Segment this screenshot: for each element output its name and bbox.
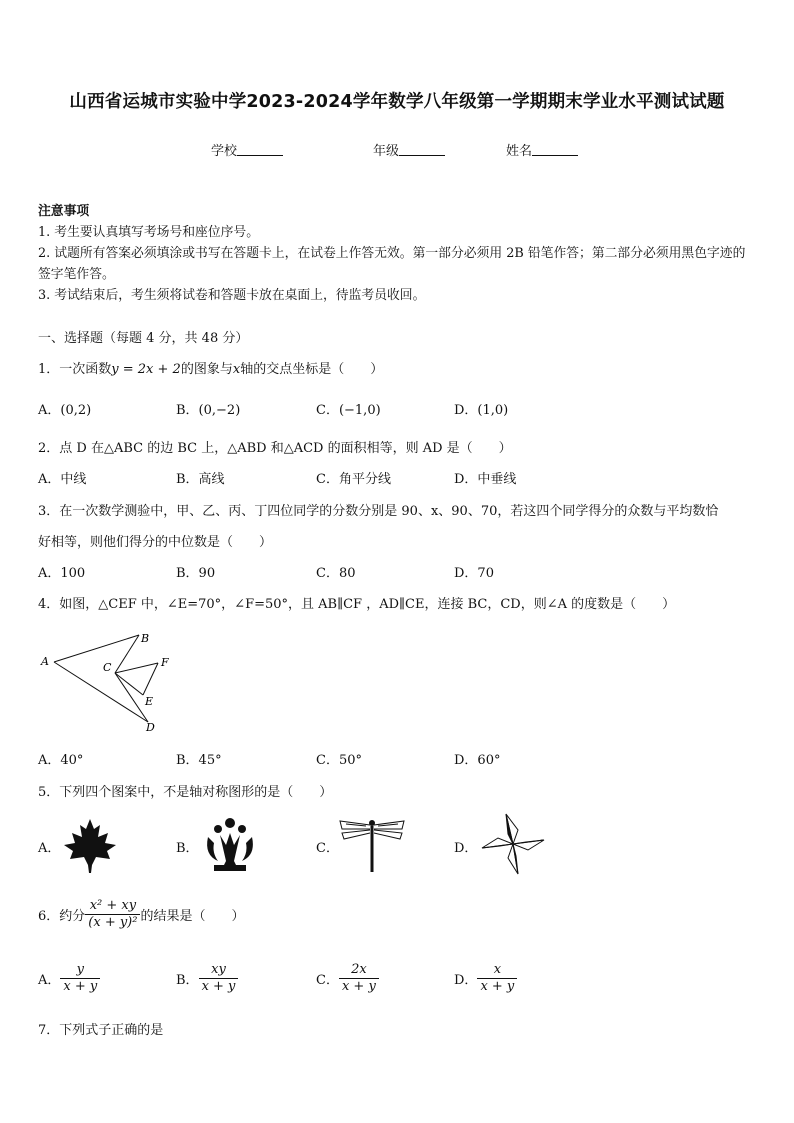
section-heading: 一、选择题（每题 4 分，共 48 分） <box>38 331 249 346</box>
q6-option-a-label: A． <box>38 973 61 988</box>
ornament-icon <box>200 815 260 875</box>
question-3-line-1: 3．在一次数学测验中，甲、乙、丙、丁四位同学的分数分别是 90、x、90、70，若这四个同学得分的众数与平均数恰 <box>38 504 719 519</box>
q4-option-c: C．50° <box>316 753 362 768</box>
segment-cf <box>115 663 158 673</box>
q4-geometry-figure <box>36 628 176 738</box>
q1-pre: 1．一次函数 <box>38 362 112 377</box>
q2-option-b: B．高线 <box>176 472 225 487</box>
q6-option-d-label: D． <box>454 973 478 988</box>
maple-leaf-icon <box>60 815 120 875</box>
label-a: A <box>41 655 49 668</box>
note-item-3: 3. 考试结束后，考生须将试卷和答题卡放在桌面上，待监考员收回。 <box>38 288 426 303</box>
label-b: B <box>141 632 150 645</box>
q6-option-a <box>38 962 100 995</box>
segment-bc <box>115 635 139 673</box>
segment-ad <box>54 662 148 722</box>
q6-option-b-num: xy <box>199 962 239 979</box>
question-6 <box>38 898 245 931</box>
pinwheel-icon <box>478 810 548 878</box>
question-4: 4．如图，△CEF 中，∠E=70°，∠F=50°，且 AB∥CF ，AD∥CE，连接 BC，CD，则∠A 的度数是（ ） <box>38 597 676 612</box>
q2-option-c: C．角平分线 <box>316 472 391 487</box>
name-field <box>506 140 578 159</box>
q1-option-c: C．(−1,0) <box>316 403 381 418</box>
notes-heading: 注意事项 <box>38 204 90 219</box>
q6-option-b-fraction <box>199 962 239 995</box>
q6-fraction <box>85 898 140 931</box>
q6-option-c <box>316 962 379 995</box>
segment-ce <box>115 673 143 695</box>
dragonfly-icon <box>336 815 408 875</box>
q6-option-d-fraction <box>477 962 517 995</box>
q6-post: 的结果是（ ） <box>140 909 245 924</box>
school-blank <box>237 143 283 156</box>
notes <box>38 201 758 306</box>
note-item-2: 2. 试题所有答案必须填涂或书写在答题卡上，在试卷上作答无效。第一部分必须用 2B 铅笔作答；第二部分必须用黑色字迹的签字笔作答。 <box>38 246 746 282</box>
q2-option-d: D．中垂线 <box>454 472 517 487</box>
grade-blank <box>399 143 445 156</box>
school-label: 学校 <box>211 144 238 159</box>
q6-option-b <box>176 962 238 995</box>
q5-option-d: D． <box>454 841 478 856</box>
grade-field <box>373 140 445 159</box>
q6-option-c-den: x + y <box>341 979 376 994</box>
q6-option-c-fraction <box>339 962 379 995</box>
q1-mid: 的图象与 <box>180 362 233 377</box>
label-f: F <box>161 656 169 669</box>
q6-option-c-label: C． <box>316 973 339 988</box>
q6-option-c-num: 2x <box>339 962 379 979</box>
question-3-line-2: 好相等，则他们得分的中位数是（ ） <box>38 535 273 550</box>
q3-option-a: A．100 <box>38 566 86 581</box>
q6-option-b-label: B． <box>176 973 199 988</box>
page-title: 山西省运城市实验中学2023-2024学年数学八年级第一学期期末学业水平测试试题 <box>69 92 725 112</box>
q1-expression: y = 2x + 2 <box>111 362 181 377</box>
q2-option-a: A．中线 <box>38 472 87 487</box>
q6-option-d-num: x <box>477 962 517 979</box>
q5-option-b: B． <box>176 841 199 856</box>
q4-option-d: D．60° <box>454 753 501 768</box>
q6-option-b-den: x + y <box>201 979 236 994</box>
q3-option-b: B．90 <box>176 566 216 581</box>
note-item-1: 1. 考生要认真填写考场号和座位序号。 <box>38 225 260 240</box>
label-d: D <box>146 721 155 734</box>
question-5: 5．下列四个图案中，不是轴对称图形的是（ ） <box>38 785 333 800</box>
q6-pre: 6．约分 <box>38 909 86 924</box>
question-7: 7．下列式子正确的是 <box>38 1023 164 1038</box>
q4-option-a: A．40° <box>38 753 84 768</box>
q4-option-b: B．45° <box>176 753 222 768</box>
q6-option-a-fraction <box>60 962 100 995</box>
school-field <box>211 140 283 159</box>
question-1 <box>38 358 383 377</box>
q6-option-d <box>454 962 517 995</box>
q1-option-a: A．(0,2) <box>38 403 92 418</box>
question-2: 2．点 D 在△ABC 的边 BC 上，△ABD 和△ACD 的面积相等，则 AD 是（ ） <box>38 441 512 456</box>
q6-numerator: x² + xy <box>85 898 140 915</box>
name-label: 姓名 <box>506 144 533 159</box>
q6-option-a-num: y <box>60 962 100 979</box>
q5-option-c: C． <box>316 841 339 856</box>
grade-label: 年级 <box>373 144 400 159</box>
q3-option-d: D．70 <box>454 566 494 581</box>
segment-ab <box>54 635 139 662</box>
q6-option-d-den: x + y <box>480 979 515 994</box>
q1-post: 轴的交点坐标是（ ） <box>240 362 384 377</box>
name-blank <box>532 143 578 156</box>
label-c: C <box>103 661 112 674</box>
q1-option-b: B．(0,−2) <box>176 403 241 418</box>
q1-var: x <box>232 362 241 377</box>
q6-denominator: (x + y)² <box>88 915 138 930</box>
q3-option-c: C．80 <box>316 566 356 581</box>
q5-option-a: A． <box>38 841 61 856</box>
segment-cd <box>115 673 148 722</box>
label-e: E <box>145 695 154 708</box>
segment-ef <box>143 663 158 695</box>
q6-option-a-den: x + y <box>63 979 98 994</box>
q1-option-d: D．(1,0) <box>454 403 509 418</box>
